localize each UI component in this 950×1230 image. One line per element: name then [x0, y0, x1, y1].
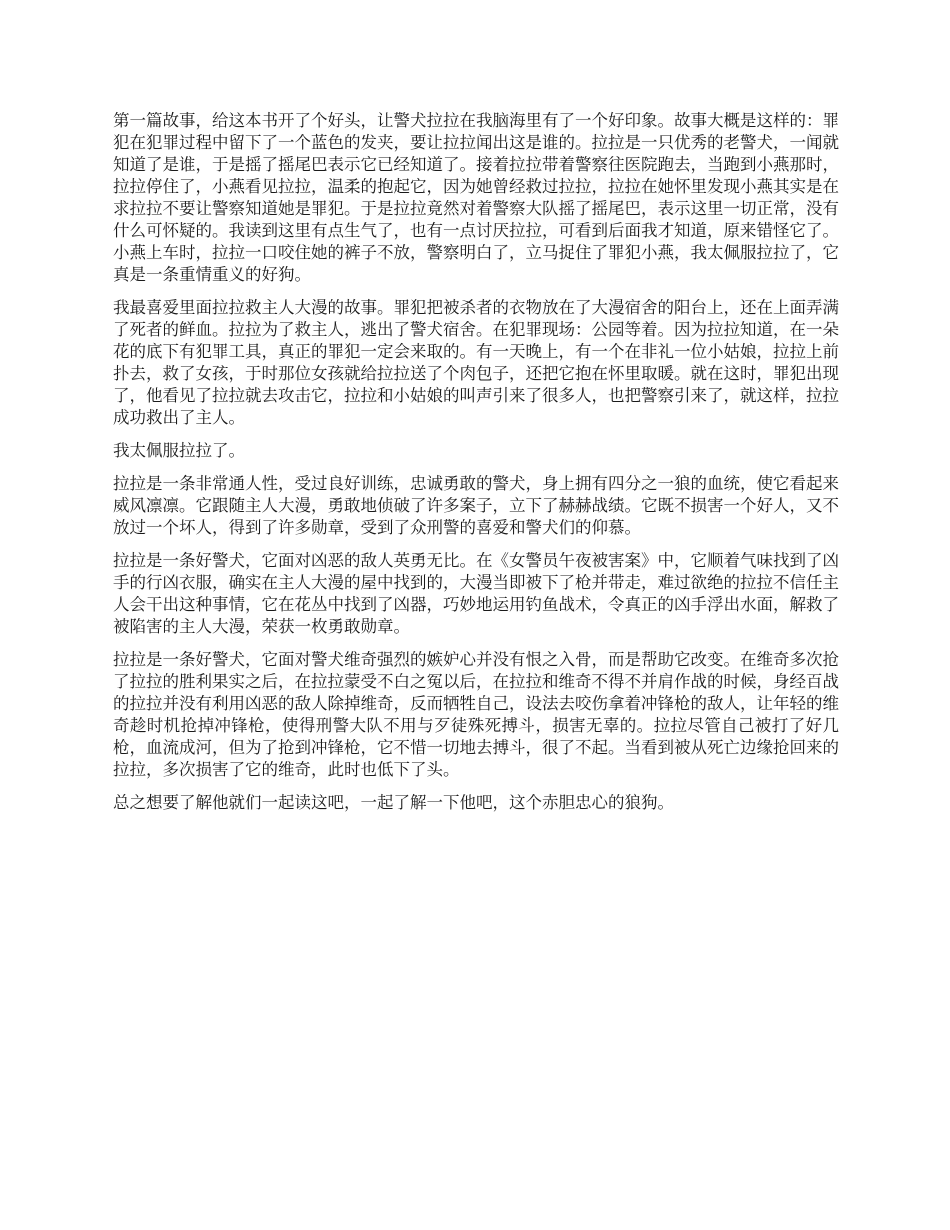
paragraph-3: 我太佩服拉拉了。 — [113, 441, 245, 460]
paragraph-6: 拉拉是一条好警犬，它面对警犬维奇强烈的嫉妒心并没有恨之入骨，而是帮助它改变。在维奇多次抢了拉拉的胜利果实之后，在拉拉蒙受不白之冤以后，在拉拉和维奇不得不并肩作战的时候，身经百战的拉拉并没有利用凶恶的敌人除掉维奇，反而牺牲自己，设法去咬伤拿着冲锋枪的敌人，让年轻的维奇趁时机抢掉冲锋枪，使得刑警大队不用与歹徒殊死搏斗，损害无辜的。拉拉尽管自己被打了好几枪，血流成河，但为了抢到冲锋枪，它不惜一切地去搏斗，很了不起。当看到被从死亡边缘抢回来的拉拉，多次损害了它的维奇，此时也低下了头。 — [113, 650, 839, 779]
paragraph-1: 第一篇故事，给这本书开了个好头，让警犬拉拉在我脑海里有了一个好印象。故事大概是这样的：罪犯在犯罪过程中留下了一个蓝色的发夹，要让拉拉闻出这是谁的。拉拉是一只优秀的老警犬，一闻就知道了是谁，于是摇了摇尾巴表示它已经知道了。接着拉拉带着警察往医院跑去，当跑到小燕那时，拉拉停住了，小燕看见拉拉，温柔的抱起它，因为她曾经救过拉拉，拉拉在她怀里发现小燕其实是在求拉拉不要让警察知道她是罪犯。于是拉拉竟然对着警察大队摇了摇尾巴，表示这里一切正常，没有什么可怀疑的。我读到这里有点生气了，也有一点讨厌拉拉，可看到后面我才知道，原来错怪它了。小燕上车时，拉拉一口咬住她的裤子不放，警察明白了，立马捉住了罪犯小燕，我太佩服拉拉了，它真是一条重情重义的好狗。 — [113, 111, 839, 284]
paragraph-2: 我最喜爱里面拉拉救主人大漫的故事。罪犯把被杀者的衣物放在了大漫宿舍的阳台上，还在上面弄满了死者的鲜血。拉拉为了救主人，逃出了警犬宿舍。在犯罪现场：公园等着。因为拉拉知道，在一朵花的底下有犯罪工具，真正的罪犯一定会来取的。有一天晚上，有一个在非礼一位小姑娘，拉拉上前扑去，救了女孩，于时那位女孩就给拉拉送了个肉包子，还把它抱在怀里取暖。就在这时，罪犯出现了，他看见了拉拉就去攻击它，拉拉和小姑娘的叫声引来了很多人，也把警察引来了，就这样，拉拉成功救出了主人。 — [113, 298, 839, 427]
document-body — [113, 110, 839, 825]
paragraph-7: 总之想要了解他就们一起读这吧，一起了解一下他吧，这个赤胆忠心的狼狗。 — [113, 793, 674, 812]
paragraph-4: 拉拉是一条非常通人性，受过良好训练，忠诚勇敢的警犬，身上拥有四分之一狼的血统，使它看起来威风凛凛。它跟随主人大漫，勇敢地侦破了许多案子，立下了赫赫战绩。它既不损害一个好人，又不放过一个坏人，得到了许多勋章，受到了众刑警的喜爱和警犬们的仰慕。 — [113, 474, 839, 537]
paragraph-5: 拉拉是一条好警犬，它面对凶恶的敌人英勇无比。在《女警员午夜被害案》中，它顺着气味找到了凶手的行凶衣服，确实在主人大漫的屋中找到的，大漫当即被下了枪并带走，难过欲绝的拉拉不信任主人会干出这种事情，它在花丛中找到了凶器，巧妙地运用钓鱼战术，令真正的凶手浮出水面，解救了被陷害的主人大漫，荣获一枚勇敢勋章。 — [113, 551, 839, 636]
